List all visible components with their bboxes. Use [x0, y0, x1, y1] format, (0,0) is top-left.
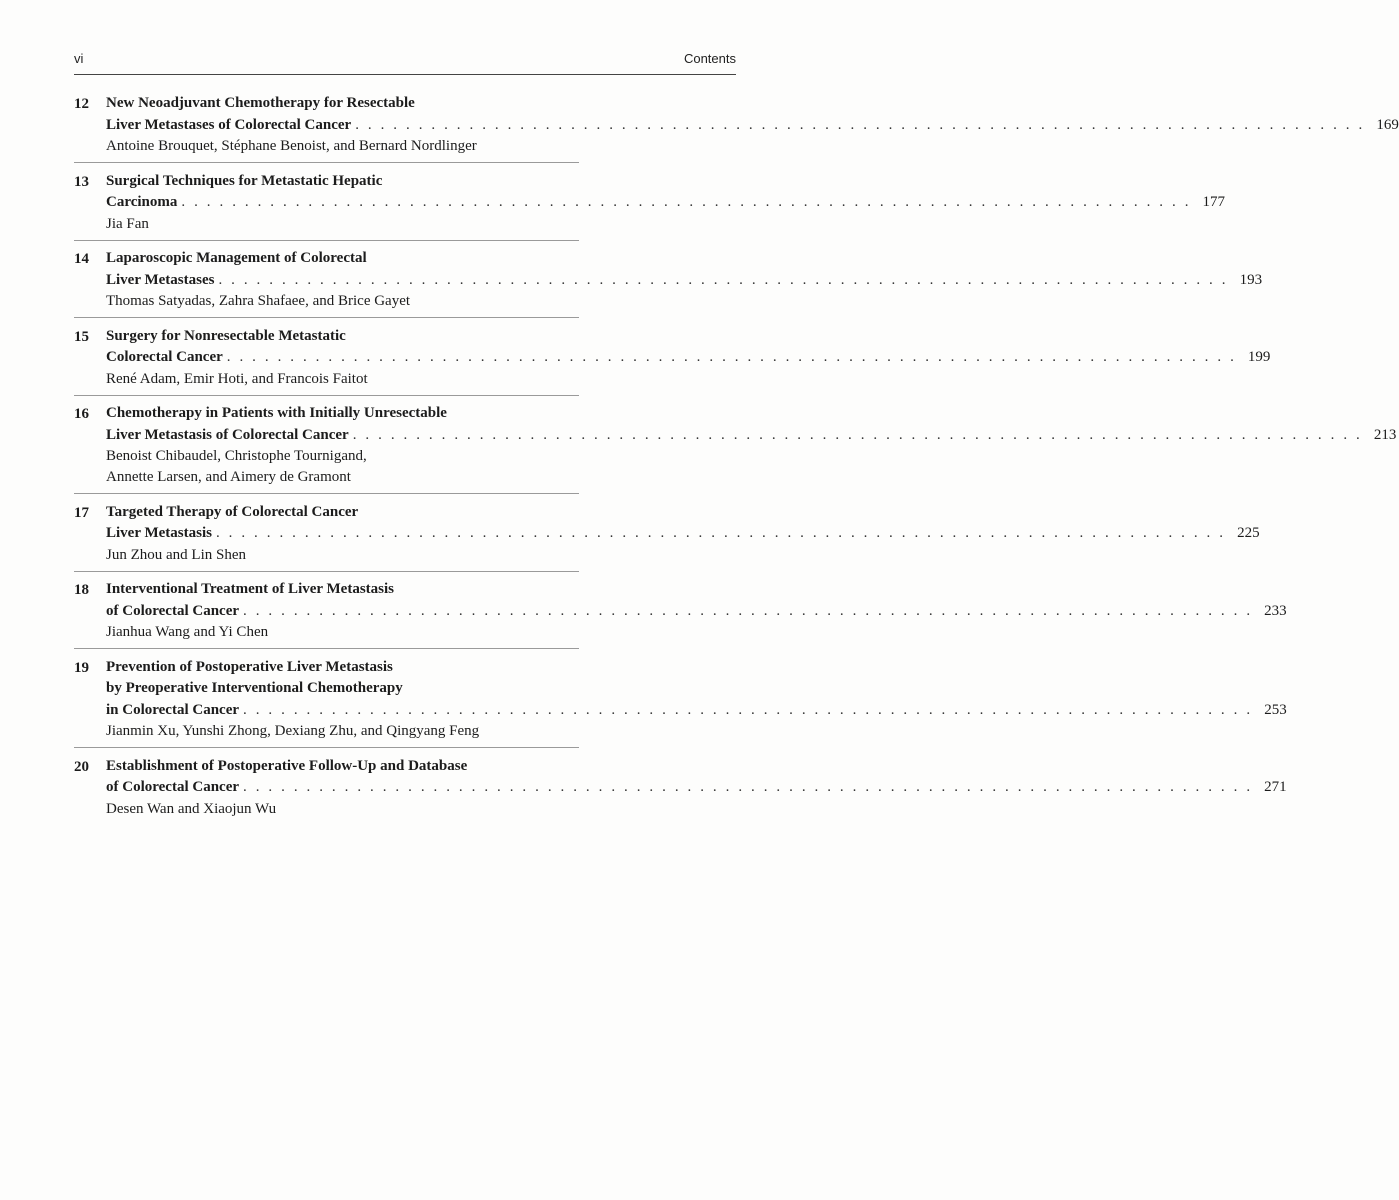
chapter-title-line: Surgery for Nonresectable Metastatic	[106, 327, 346, 344]
running-header	[74, 51, 736, 71]
page-number: 253	[1264, 701, 1287, 718]
page-number: 271	[1264, 779, 1287, 795]
chapter-title-line: Chemotherapy in Patients with Initially Unresectable	[106, 405, 447, 421]
chapter-title-line: New Neoadjuvant Chemotherapy for Resectable	[106, 95, 415, 111]
chapter-number: 18	[74, 582, 89, 598]
dot-leader: . . . . . . . . . . . . . . . . . . . . . . . . . . . . . . . . . . . . . . . . . . . . . . . . . . . . . . . . . . . . . . . . . . . . . . . . . . . . . . . .	[226, 349, 1237, 365]
chapter-title-lastline	[106, 777, 1287, 799]
page-number: 169	[1376, 116, 1399, 133]
chapter-authors: Jianhua Wang and Yi Chen	[106, 624, 269, 640]
dot-leader: . . . . . . . . . . . . . . . . . . . . . . . . . . . . . . . . . . . . . . . . . . . . . . . . . . . . . . . . . . . . . . . . . . . . . . . . . . . . . . . .	[181, 194, 1192, 210]
page-number: 225	[1237, 525, 1260, 541]
chapter-number: 17	[74, 504, 89, 521]
chapter-title-line: Liver Metastasis of Colorectal Cancer	[106, 426, 349, 443]
chapter-number: 19	[74, 659, 89, 676]
chapter-authors: Antoine Brouquet, Stéphane Benoist, and Bernard Nordlinger	[106, 138, 477, 154]
dot-leader: . . . . . . . . . . . . . . . . . . . . . . . . . . . . . . . . . . . . . . . . . . . . . . . . . . . . . . . . . . . . . . . . . . . . . . . . . . . . . . . .	[215, 525, 1226, 541]
chapter-title-line: of Colorectal Cancer	[106, 779, 240, 795]
chapter-title-line: Interventional Treatment of Liver Metastasis	[106, 581, 395, 597]
chapter-authors: Jun Zhou and Lin Shen	[106, 546, 246, 563]
page-number: 233	[1264, 602, 1287, 619]
chapter-title-lastline	[106, 700, 1287, 722]
toc-entry	[74, 248, 1263, 318]
dot-leader: . . . . . . . . . . . . . . . . . . . . . . . . . . . . . . . . . . . . . . . . . . . . . . . . . . . . . . . . . . . . . . . . . . . . . . . . . . . . . . . .	[243, 779, 1253, 795]
toc-entry	[74, 326, 1271, 396]
chapter-title-lastline	[106, 523, 1260, 545]
chapter-title-line: in Colorectal Cancer	[106, 701, 240, 718]
chapter-title-lastline	[106, 270, 1263, 292]
dot-leader: . . . . . . . . . . . . . . . . . . . . . . . . . . . . . . . . . . . . . . . . . . . . . . . . . . . . . . . . . . . . . . . . . . . . . . . . . . . . . . . .	[352, 426, 1363, 443]
chapter-authors: Benoist Chibaudel, Christophe Tournigand,	[106, 448, 367, 464]
toc-entry	[74, 403, 1397, 494]
chapter-title-lastline	[106, 115, 1399, 137]
chapter-title-line: Liver Metastases of Colorectal Cancer	[106, 116, 352, 133]
chapter-title-lastline	[106, 425, 1397, 447]
page-number: 193	[1239, 271, 1263, 288]
chapter-title-lastline	[106, 601, 1287, 623]
chapter-number: 13	[74, 173, 89, 190]
dot-leader: . . . . . . . . . . . . . . . . . . . . . . . . . . . . . . . . . . . . . . . . . . . . . . . . . . . . . . . . . . . . . . . . . . . . . . . . . . . . . . . .	[355, 116, 1365, 133]
section-title: Contents	[683, 51, 736, 66]
chapter-title-lastline	[106, 192, 1226, 214]
toc-entry	[74, 657, 1287, 749]
header-rule	[74, 74, 736, 75]
chapter-title-line: Establishment of Postoperative Follow-Up and Database	[106, 757, 468, 774]
chapter-title-line: Liver Metastases	[106, 271, 215, 288]
toc-entry	[74, 579, 1287, 649]
dot-leader: . . . . . . . . . . . . . . . . . . . . . . . . . . . . . . . . . . . . . . . . . . . . . . . . . . . . . . . . . . . . . . . . . . . . . . . . . . . . . . . .	[218, 271, 1229, 288]
toc-entry	[74, 171, 1226, 241]
chapter-title-line: Colorectal Cancer	[106, 349, 223, 365]
chapter-number: 16	[74, 406, 89, 422]
chapter-title-line: by Preoperative Interventional Chemotherapy	[106, 680, 403, 696]
chapter-title-lastline	[106, 347, 1271, 369]
page-number-label: vi	[74, 51, 84, 66]
chapter-title-line: of Colorectal Cancer	[106, 602, 240, 619]
chapter-authors: Jianmin Xu, Yunshi Zhong, Dexiang Zhu, and Qingyang Feng	[106, 723, 480, 739]
chapter-number: 20	[74, 758, 89, 775]
dot-leader: . . . . . . . . . . . . . . . . . . . . . . . . . . . . . . . . . . . . . . . . . . . . . . . . . . . . . . . . . . . . . . . . . . . . . . . . . . . . . . . .	[243, 701, 1253, 718]
chapter-number: 12	[74, 96, 89, 112]
chapter-authors: Desen Wan and Xiaojun Wu	[106, 800, 277, 817]
chapter-title-line: Targeted Therapy of Colorectal Cancer	[106, 503, 359, 520]
toc-entry	[74, 756, 1287, 820]
chapter-authors: René Adam, Emir Hoti, and Francois Faitot	[106, 370, 368, 387]
chapter-authors: Jia Fan	[106, 215, 149, 232]
table-of-contents	[74, 93, 1399, 827]
chapter-title-line: Prevention of Postoperative Liver Metastasis	[106, 658, 393, 675]
chapter-number: 14	[74, 251, 89, 267]
page-number: 177	[1202, 194, 1226, 210]
page-number: 199	[1247, 349, 1271, 365]
chapter-title-line: Carcinoma	[106, 194, 178, 210]
chapter-title-line: Surgical Techniques for Metastatic Hepatic	[106, 172, 383, 189]
chapter-authors: Annette Larsen, and Aimery de Gramont	[106, 469, 351, 485]
dot-leader: . . . . . . . . . . . . . . . . . . . . . . . . . . . . . . . . . . . . . . . . . . . . . . . . . . . . . . . . . . . . . . . . . . . . . . . . . . . . . . . .	[243, 602, 1253, 619]
chapter-number: 15	[74, 328, 89, 345]
chapter-title-line: Liver Metastasis	[106, 525, 212, 541]
page-number: 213	[1373, 426, 1397, 443]
chapter-authors: Thomas Satyadas, Zahra Shafaee, and Brice Gayet	[106, 293, 411, 309]
toc-entry	[74, 502, 1260, 572]
chapter-title-line: Laparoscopic Management of Colorectal	[106, 250, 367, 266]
toc-entry	[74, 93, 1399, 163]
